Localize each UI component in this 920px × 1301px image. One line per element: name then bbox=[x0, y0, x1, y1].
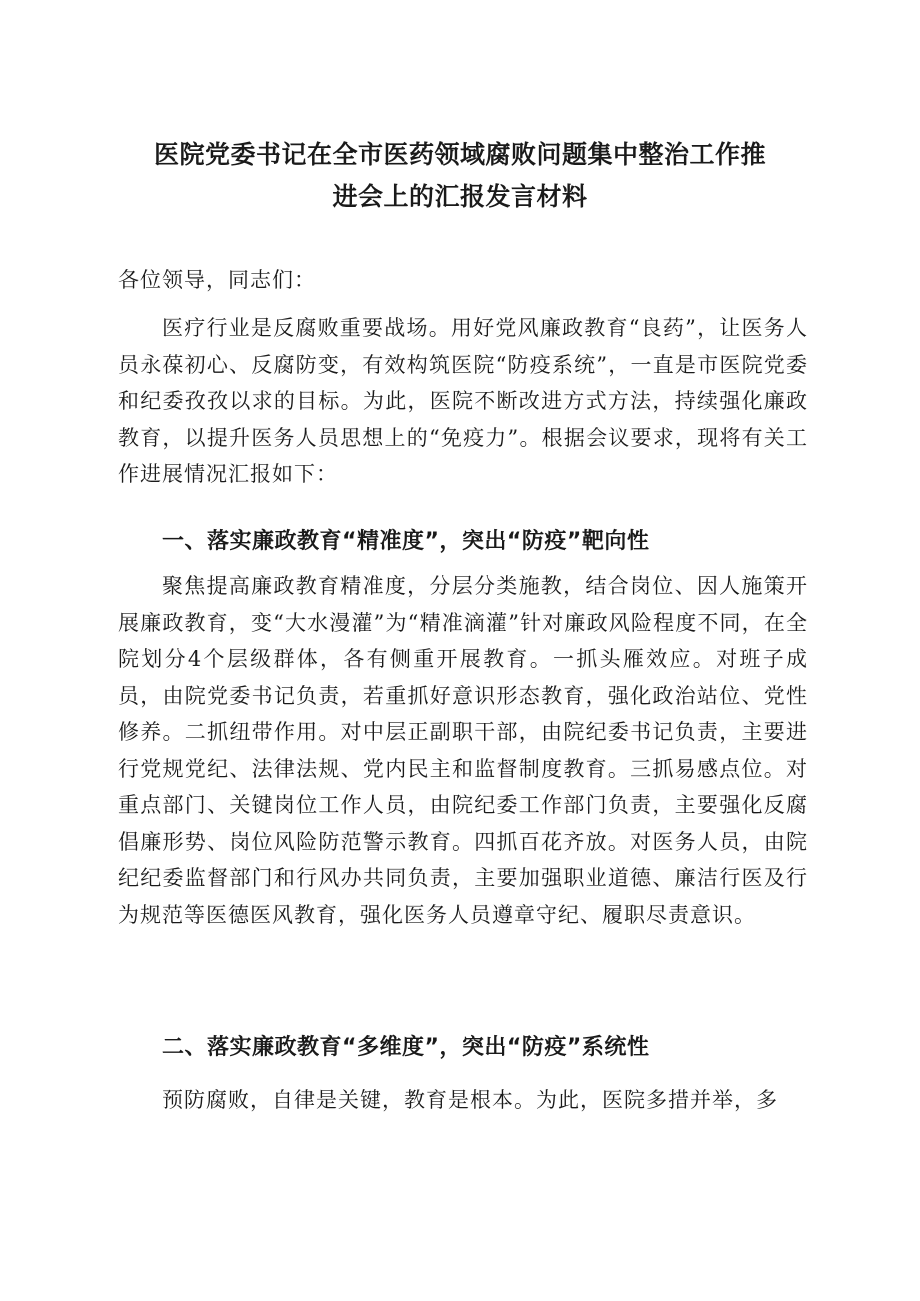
paragraph-section-2: 预防腐败，自律是关键，教育是根本。为此，医院多措并举，多 bbox=[162, 1088, 778, 1112]
document-title-line-1: 医院党委书记在全市医药领域腐败问题集中整治工作推 bbox=[153, 140, 766, 169]
section-heading-2: 二、落实廉政教育“多维度”，突出“防疫”系统性 bbox=[162, 1035, 650, 1060]
section-heading-1: 一、落实廉政教育“精准度”，突出“防疫”靶向性 bbox=[162, 529, 650, 554]
paragraph-section-1: 聚焦提高廉政教育精准度，分层分类施教，结合岗位、因人施策开展廉政教育，变“大水漫灌”为“精准滴灌”针对廉政风险程度不同，在全院划分4个层级群体，各有侧重开展教育。一抓头雁效应。对班子成员，由院党委书记负责，若重抓好意识形态教育，强化政治站位、党性修养。二抓纽带作用。对中层正副职干部，由院纪委书记负责，主要进行党规党纪、法律法规、党内民主和监督制度教育。三抓易感点位。对重点部门、关键岗位工作人员，由院纪委工作部门负责，主要强化反腐倡廉形势、岗位风险防范警示教育。四抓百花齐放。对医务人员，由院纪纪委监督部门和行风办共同负责，主要加强职业道德、廉洁行医及行为规范等医德医风教育，强化医务人员遵章守纪、履职尽责意识。 bbox=[118, 574, 808, 927]
paragraph-intro: 医疗行业是反腐败重要战场。用好党风廉政教育“良药”，让医务人员永葆初心、反腐防变，有效构筑医院“防疫系统”，一直是市医院党委和纪委孜孜以求的目标。为此，医院不断改进方式方法，持续强化廉政教育，以提升医务人员思想上的“免疫力”。根据会议要求，现将有关工作进展情况汇报如下： bbox=[118, 316, 808, 486]
salutation: 各位领导，同志们： bbox=[118, 268, 316, 292]
document-title-line-2: 进会上的汇报发言材料 bbox=[332, 182, 588, 211]
